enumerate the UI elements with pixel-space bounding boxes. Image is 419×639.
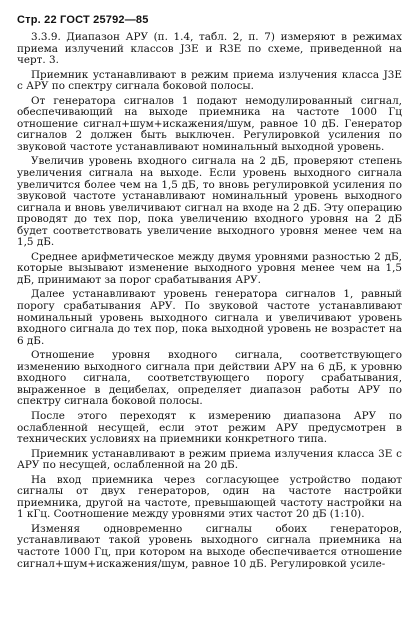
page-header: Стр. 22 ГОСТ 25792—85	[17, 14, 149, 26]
paragraph-1: 3.3.9. Диапазон АРУ (п. 1.4, табл. 2, п. 7) измеряют в режимах приема излучений классов J3E и R3E по схеме, приведенной на черт. 3.	[17, 31, 402, 67]
paragraph-9: Приемник устанавливают в режим приема излучения класса 3E с АРУ по несущей, ослабленной на 20 дБ.	[17, 447, 402, 472]
paragraph-3: От генератора сигналов 1 подают немодулированный сигнал, обеспечивающий на выходе приемника на частоте 1000 Гц отношение сигнал+шум+искажения/шум, равное 10 дБ. Генератор сигналов 2 должен быть выключен. Регулировкой усиления по звуковой частоте устанавливают номинальный выходной уровень.	[17, 94, 402, 153]
paragraph-5: Среднее арифметическое между двумя уровнями разностью 2 дБ, которые вызывают изменение выходного уровня менее чем на 1,5 дБ, принимают за порог срабатывания АРУ.	[17, 250, 402, 286]
paragraph-8: После этого переходят к измерению диапазона АРУ по ослабленной несущей, если этот режим АРУ предусмотрен в технических условиях на приемники конкретного типа.	[17, 409, 402, 446]
paragraph-2: Приемник устанавливают в режим приема излучения класса J3E с АРУ по спектру сигнала боковой полосы.	[17, 68, 402, 93]
paragraph-7: Отношение уровня входного сигнала, соответствующего изменению выходного сигнала при действии АРУ на 6 дБ, к уровню входного сигнала, соответствующего порогу срабатывания, выраженное в децибелах, определяет диапазон работы АРУ по спектру сигнала боковой полосы.	[17, 349, 402, 408]
paragraph-4: Увеличив уровень входного сигнала на 2 дБ, проверяют степень увеличения сигнала на выходе. Если уровень выходного сигнала увеличится более чем на 1,5 дБ, то вновь регулировкой усиления по звуковой частоте устанавливают номинальный уровень выходного сигнала и вновь увеличивают сигнал на входе на 2 дБ. Эту операцию проводят до тех пор, пока увеличению входного уровня на 2 дБ будет соответствовать увеличение выходного уровня менее чем на 1,5 дБ.	[17, 155, 402, 249]
paragraph-6: Далее устанавливают уровень генератора сигналов 1, равный порогу срабатывания АРУ. По звуковой частоте устанавливают номинальный уровень выходного сигнала и увеличивают уровень входного сигнала до тех пор, пока выходной уровень не возрастет на 6 дБ.	[17, 288, 402, 347]
paragraph-11: Изменяя одновременно сигналы обоих генераторов, устанавливают такой уровень выходного сигнала приемника на частоте 1000 Гц, при котором на выходе обеспечивается отношение сигнал+шум+искажения/шум, равное 10 дБ. Регулировкой усиле-	[17, 522, 402, 570]
paragraph-10: На вход приемника через согласующее устройство подают сигналы от двух генераторов, один на частоте настройки приемника, другой на частоте, превышающей частоту настройки на 1 кГц. Соотношение между уровнями этих частот 20 дБ (1:10).	[17, 473, 402, 521]
